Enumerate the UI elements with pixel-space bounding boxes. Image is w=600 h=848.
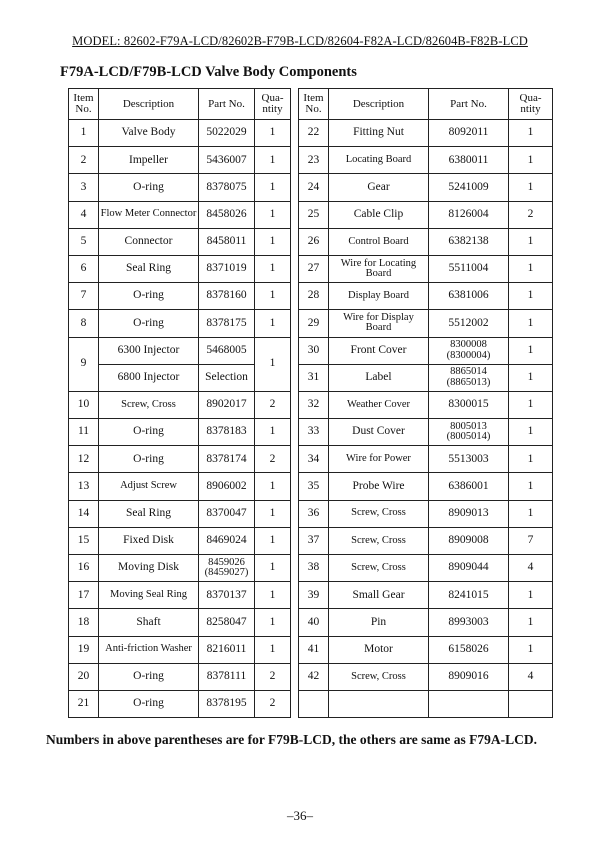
header-description: Description: [99, 89, 199, 120]
table-row: [69, 690, 553, 717]
quantity: 1: [509, 582, 553, 609]
part-number: 8300008 (8300004): [429, 337, 509, 364]
part-number: 5241009: [429, 174, 509, 201]
item-number: 41: [299, 636, 329, 663]
table-row: [69, 283, 553, 310]
part-number: 8371019: [199, 255, 255, 282]
column-separator: [291, 255, 299, 282]
table-row: [69, 147, 553, 174]
item-number: 8: [69, 310, 99, 337]
column-separator: [291, 419, 299, 446]
part-number: 8909013: [429, 500, 509, 527]
part-number: 8378174: [199, 446, 255, 473]
quantity: 1: [255, 228, 291, 255]
part-number: 8092011: [429, 120, 509, 147]
item-number: 27: [299, 255, 329, 282]
description: Fixed Disk: [99, 527, 199, 554]
table-row: [69, 582, 553, 609]
description: Control Board: [329, 228, 429, 255]
quantity: 1: [509, 364, 553, 391]
column-separator: [291, 609, 299, 636]
description: Wire for Power: [329, 446, 429, 473]
description: Wire for Display Board: [329, 310, 429, 337]
item-number: 22: [299, 120, 329, 147]
item-number: 42: [299, 663, 329, 690]
description: O-ring: [99, 690, 199, 717]
item-number: 38: [299, 555, 329, 582]
item-number: 13: [69, 473, 99, 500]
quantity: 1: [255, 255, 291, 282]
table-row: [69, 473, 553, 500]
description: Display Board: [329, 283, 429, 310]
column-separator: [291, 147, 299, 174]
part-number: 8469024: [199, 527, 255, 554]
part-number: 5512002: [429, 310, 509, 337]
part-number: 8378175: [199, 310, 255, 337]
part-number: 8459026 (8459027): [199, 555, 255, 582]
quantity: 1: [509, 310, 553, 337]
column-separator: [291, 310, 299, 337]
part-number: Selection: [199, 364, 255, 391]
column-separator: [291, 473, 299, 500]
part-number: 8126004: [429, 201, 509, 228]
quantity: 1: [255, 500, 291, 527]
item-number: 26: [299, 228, 329, 255]
quantity: 1: [255, 147, 291, 174]
quantity: 1: [255, 582, 291, 609]
quantity: 1: [509, 391, 553, 418]
description: Locating Board: [329, 147, 429, 174]
description: Screw, Cross: [329, 500, 429, 527]
parts-table: [68, 88, 553, 718]
column-separator: [291, 527, 299, 554]
page-number: –36–: [287, 808, 313, 823]
quantity: 1: [509, 337, 553, 364]
quantity: 1: [509, 228, 553, 255]
item-number: 5: [69, 228, 99, 255]
column-separator: [291, 337, 299, 364]
part-number: 5022029: [199, 120, 255, 147]
quantity: 1: [509, 636, 553, 663]
description: Screw, Cross: [99, 391, 199, 418]
description: Cable Clip: [329, 201, 429, 228]
header-item-no: Item No.: [299, 89, 329, 120]
item-number: 11: [69, 419, 99, 446]
item-number: 29: [299, 310, 329, 337]
quantity: 2: [509, 201, 553, 228]
header-quantity: Qua-ntity: [255, 89, 291, 120]
description: O-ring: [99, 310, 199, 337]
column-separator: [291, 89, 299, 120]
quantity: 1: [509, 446, 553, 473]
footnote: Numbers in above parentheses are for F79B-LCD, the others are same as F79A-LCD.: [46, 732, 537, 747]
column-separator: [291, 690, 299, 717]
description: Shaft: [99, 609, 199, 636]
column-separator: [291, 636, 299, 663]
part-number: 8300015: [429, 391, 509, 418]
quantity: 1: [255, 609, 291, 636]
part-number: 8458011: [199, 228, 255, 255]
quantity: 4: [509, 555, 553, 582]
table-row: [69, 555, 553, 582]
quantity: 1: [509, 473, 553, 500]
description: Seal Ring: [99, 255, 199, 282]
column-separator: [291, 500, 299, 527]
part-number: 8241015: [429, 582, 509, 609]
quantity: 2: [255, 391, 291, 418]
item-number: 24: [299, 174, 329, 201]
item-number: 4: [69, 201, 99, 228]
description: Adjust Screw: [99, 473, 199, 500]
item-number: 39: [299, 582, 329, 609]
empty-cell: [299, 690, 329, 717]
header-quantity: Qua-ntity: [509, 89, 553, 120]
quantity: 1: [255, 337, 291, 391]
description: Wire for Locating Board: [329, 255, 429, 282]
quantity: 1: [509, 500, 553, 527]
table-row: [69, 364, 553, 391]
part-number: 8370047: [199, 500, 255, 527]
table-row: [69, 310, 553, 337]
quantity: 1: [509, 147, 553, 174]
description: Seal Ring: [99, 500, 199, 527]
quantity: 2: [255, 690, 291, 717]
item-number: 19: [69, 636, 99, 663]
part-number: 5468005: [199, 337, 255, 364]
part-number: 8993003: [429, 609, 509, 636]
quantity: 1: [255, 555, 291, 582]
column-separator: [291, 228, 299, 255]
part-number: 6158026: [429, 636, 509, 663]
quantity: 7: [509, 527, 553, 554]
table-row: [69, 120, 553, 147]
section-title: F79A-LCD/F79B-LCD Valve Body Components: [60, 64, 357, 80]
part-number: 5511004: [429, 255, 509, 282]
description: Front Cover: [329, 337, 429, 364]
item-number: 18: [69, 609, 99, 636]
description: 6800 Injector: [99, 364, 199, 391]
part-number: 8909044: [429, 555, 509, 582]
part-number: 6381006: [429, 283, 509, 310]
item-number: 37: [299, 527, 329, 554]
table-row: [69, 201, 553, 228]
column-separator: [291, 582, 299, 609]
column-separator: [291, 174, 299, 201]
item-number: 9: [69, 337, 99, 391]
item-number: 35: [299, 473, 329, 500]
quantity: 1: [509, 419, 553, 446]
quantity: 1: [255, 174, 291, 201]
description: Screw, Cross: [329, 555, 429, 582]
item-number: 20: [69, 663, 99, 690]
column-separator: [291, 120, 299, 147]
description: Connector: [99, 228, 199, 255]
description: Moving Disk: [99, 555, 199, 582]
quantity: 1: [255, 636, 291, 663]
description: Gear: [329, 174, 429, 201]
part-number: 5436007: [199, 147, 255, 174]
item-number: 21: [69, 690, 99, 717]
description: O-ring: [99, 283, 199, 310]
header-description: Description: [329, 89, 429, 120]
description: Impeller: [99, 147, 199, 174]
part-number: 8378183: [199, 419, 255, 446]
description: Dust Cover: [329, 419, 429, 446]
empty-cell: [509, 690, 553, 717]
item-number: 33: [299, 419, 329, 446]
item-number: 15: [69, 527, 99, 554]
description: Anti-friction Washer: [99, 636, 199, 663]
description: O-ring: [99, 446, 199, 473]
item-number: 6: [69, 255, 99, 282]
part-number: 8906002: [199, 473, 255, 500]
item-number: 28: [299, 283, 329, 310]
quantity: 4: [509, 663, 553, 690]
table-row: [69, 419, 553, 446]
table-row: [69, 527, 553, 554]
quantity: 1: [255, 527, 291, 554]
part-number: 8370137: [199, 582, 255, 609]
item-number: 31: [299, 364, 329, 391]
description: Label: [329, 364, 429, 391]
item-number: 36: [299, 500, 329, 527]
quantity: 1: [255, 310, 291, 337]
table-row: [69, 663, 553, 690]
description: O-ring: [99, 663, 199, 690]
quantity: 1: [509, 255, 553, 282]
empty-cell: [329, 690, 429, 717]
description: Screw, Cross: [329, 663, 429, 690]
item-number: 7: [69, 283, 99, 310]
description: Moving Seal Ring: [99, 582, 199, 609]
description: Screw, Cross: [329, 527, 429, 554]
part-number: 8909016: [429, 663, 509, 690]
quantity: 1: [255, 419, 291, 446]
part-number: 6382138: [429, 228, 509, 255]
table-row: [69, 228, 553, 255]
quantity: 2: [255, 446, 291, 473]
header-part-no: Part No.: [199, 89, 255, 120]
description: Pin: [329, 609, 429, 636]
part-number: 5513003: [429, 446, 509, 473]
item-number: 14: [69, 500, 99, 527]
column-separator: [291, 446, 299, 473]
item-number: 3: [69, 174, 99, 201]
description: Valve Body: [99, 120, 199, 147]
quantity: 1: [509, 174, 553, 201]
description: Probe Wire: [329, 473, 429, 500]
description: Small Gear: [329, 582, 429, 609]
column-separator: [291, 663, 299, 690]
part-number: 8378111: [199, 663, 255, 690]
part-number: 6380011: [429, 147, 509, 174]
quantity: 1: [255, 473, 291, 500]
item-number: 23: [299, 147, 329, 174]
item-number: 10: [69, 391, 99, 418]
part-number: 8378160: [199, 283, 255, 310]
part-number: 8909008: [429, 527, 509, 554]
item-number: 16: [69, 555, 99, 582]
part-number: 6386001: [429, 473, 509, 500]
item-number: 12: [69, 446, 99, 473]
header-item-no: Item No.: [69, 89, 99, 120]
column-separator: [291, 283, 299, 310]
column-separator: [291, 391, 299, 418]
description: Flow Meter Connector: [99, 201, 199, 228]
table-row: [69, 255, 553, 282]
header-part-no: Part No.: [429, 89, 509, 120]
description: 6300 Injector: [99, 337, 199, 364]
table-row: [69, 174, 553, 201]
part-number: 8902017: [199, 391, 255, 418]
quantity: 2: [255, 663, 291, 690]
item-number: 32: [299, 391, 329, 418]
quantity: 1: [509, 283, 553, 310]
part-number: 8865014 (8865013): [429, 364, 509, 391]
quantity: 1: [255, 120, 291, 147]
quantity: 1: [509, 120, 553, 147]
item-number: 17: [69, 582, 99, 609]
item-number: 34: [299, 446, 329, 473]
empty-cell: [429, 690, 509, 717]
item-number: 1: [69, 120, 99, 147]
part-number: 8378195: [199, 690, 255, 717]
part-number: 8458026: [199, 201, 255, 228]
item-number: 2: [69, 147, 99, 174]
quantity: 1: [255, 201, 291, 228]
description: Fitting Nut: [329, 120, 429, 147]
model-header: MODEL: 82602-F79A-LCD/82602B-F79B-LCD/82604-F82A-LCD/82604B-F82B-LCD: [72, 34, 528, 48]
table-row: [69, 609, 553, 636]
description: O-ring: [99, 174, 199, 201]
table-row: [69, 636, 553, 663]
description: Weather Cover: [329, 391, 429, 418]
quantity: 1: [509, 609, 553, 636]
column-separator: [291, 555, 299, 582]
column-separator: [291, 364, 299, 391]
part-number: 8258047: [199, 609, 255, 636]
table-row: [69, 446, 553, 473]
description: Motor: [329, 636, 429, 663]
table-row: [69, 391, 553, 418]
part-number: 8216011: [199, 636, 255, 663]
part-number: 8378075: [199, 174, 255, 201]
table-row: [69, 500, 553, 527]
table-header-row: [69, 89, 553, 120]
table-row: [69, 337, 553, 364]
part-number: 8005013 (8005014): [429, 419, 509, 446]
column-separator: [291, 201, 299, 228]
item-number: 25: [299, 201, 329, 228]
item-number: 40: [299, 609, 329, 636]
item-number: 30: [299, 337, 329, 364]
description: O-ring: [99, 419, 199, 446]
quantity: 1: [255, 283, 291, 310]
